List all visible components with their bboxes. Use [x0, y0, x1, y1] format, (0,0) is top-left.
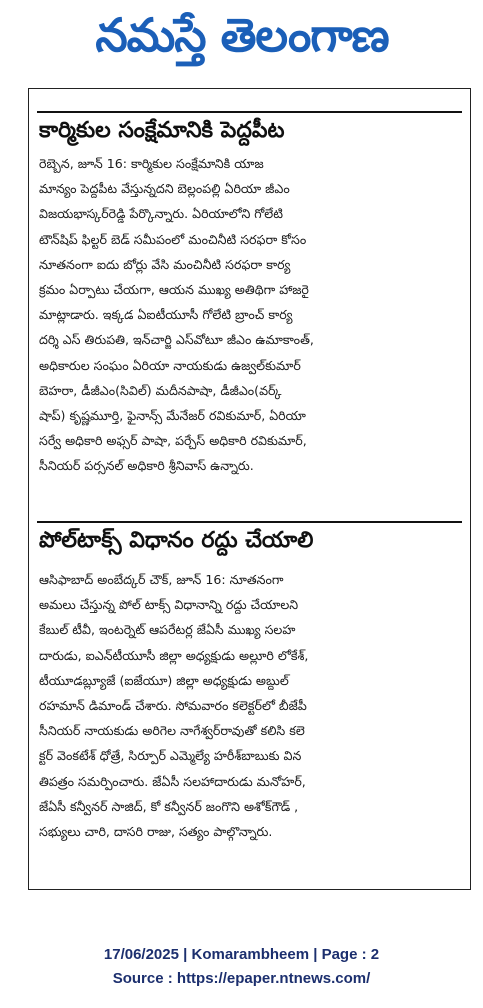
- body-line: దర్శి ఎస్ తిరుపతి, ఇన్‌చార్జి ఎస్‌వోటూ జీఎం ఉమాకాంత్,: [39, 332, 314, 348]
- body-line: సీనియర్ పర్సనల్ అధికారి శ్రీనివాస్ ఉన్నారు.: [39, 458, 254, 474]
- body-line: ఆసిఫాబాద్ అంబేద్కర్ చౌక్, జూన్ 16: నూతనంగా: [39, 572, 284, 587]
- body-line: సీనియర్ నాయకుడు అరిగెల నాగేశ్వర్‌రావుతో కలిసి కలె: [39, 723, 305, 739]
- headline-rule-middle: [37, 521, 462, 523]
- body-line: అధికారుల సంఘం ఏరియా నాయకుడు ఉజ్వల్‌కుమార్: [39, 357, 301, 373]
- body-line: క్టర్ వెంకటేశ్ ధోత్రే, సిర్పూర్ ఎమ్మెల్యే హరీశ్‌బాబుకు విన: [39, 748, 302, 764]
- article2-body: [39, 567, 460, 844]
- headline-rule-top: [37, 111, 462, 113]
- body-line: టౌన్‌షిప్ ఫిల్టర్ బెడ్ సమీపంలో మంచినీటి సరఫరా కోసం: [39, 231, 307, 247]
- news-clipping: [28, 88, 471, 890]
- article2-headline: పోల్‌టాక్స్ విధానం రద్దు చేయాలి: [39, 528, 314, 553]
- body-line: తిపత్రం సమర్పించారు. జేఏసీ సలహాదారుడు మనోహర్,: [39, 773, 306, 789]
- footer-source: Source : https://epaper.ntnews.com/: [112, 970, 371, 987]
- body-line: బెహరా, డీజీఎం(సివిల్) మదీనపాషా, డీజీఎం(వర్క్: [39, 382, 282, 398]
- body-line: టీయూడబ్ల్యూజే (ఐజేయూ) జిల్లా అధ్యక్షుడు అబ్దుల్: [39, 672, 289, 688]
- body-line: అమలు చేస్తున్న పోల్ టాక్స్ విధానాన్ని రద్దు చేయాలని: [39, 597, 299, 613]
- body-line: సర్వే అధికారి అఫ్సర్ పాషా, పర్చేస్ అధికారి రవికుమార్,: [39, 433, 307, 449]
- body-line: జేఏసీ కన్వీనర్ సాజిద్, కో కన్వీనర్ జంగొని అశోక్‌గౌడ్ ,: [39, 798, 299, 814]
- article1-body: [39, 151, 460, 479]
- body-line: కేబుల్ టీవీ, ఇంటర్నెట్ ఆపరేటర్ల జేఏసీ ముఖ్య సలహ: [39, 622, 296, 638]
- masthead-title: నమస్తే తెలంగాణ: [95, 8, 389, 62]
- body-line: రహమాన్ డిమాండ్ చేశారు. సోమవారం కలెక్టర్‌లో బీజేపీ: [39, 698, 307, 714]
- body-line: దారుడు, ఐఎన్‌టీయూసీ జిల్లా అధ్యక్షుడు అల్లూరి లోకేశ్,: [39, 647, 309, 663]
- body-line: రెబ్బెన, జూన్ 16: కార్మికుల సంక్షేమానికి యాజ: [39, 156, 264, 171]
- body-line: మాన్యం పెద్దపీట వేస్తున్నదని బెల్లంపల్లి ఏరియా జీఎం: [39, 181, 290, 197]
- body-line: క్రమం ఏర్పాటు చేయగా, ఆయన ముఖ్య అతిథిగా హాజరై: [39, 282, 309, 298]
- body-line: విజయభాస్కర్‌రెడ్డి పేర్కొన్నారు. ఏరియాలోని గోలేటి: [39, 206, 283, 222]
- body-line: నూతనంగా ఐదు బోర్లు వేసి మంచినీటి సరఫరా కార్య: [39, 256, 291, 272]
- body-line: షాప్) కృష్ణమూర్తి, ఫైనాన్స్ మేనేజర్ రవికుమార్, ఏరియా: [39, 408, 306, 424]
- newspaper-masthead: [42, 6, 442, 76]
- footer-date-edition: 17/06/2025 | Komarambheem | Page : 2: [103, 946, 380, 963]
- article1-headline: కార్మికుల సంక్షేమానికి పెద్దపీట: [39, 118, 285, 143]
- body-line: సభ్యులు చారి, దాసరి రాజు, సత్యం పాల్గొన్నారు.: [39, 824, 273, 840]
- body-line: మాట్లాడారు. ఇక్కడ ఏఐటీయూసీ గోలేటి బ్రాంచ్ కార్య: [39, 307, 293, 323]
